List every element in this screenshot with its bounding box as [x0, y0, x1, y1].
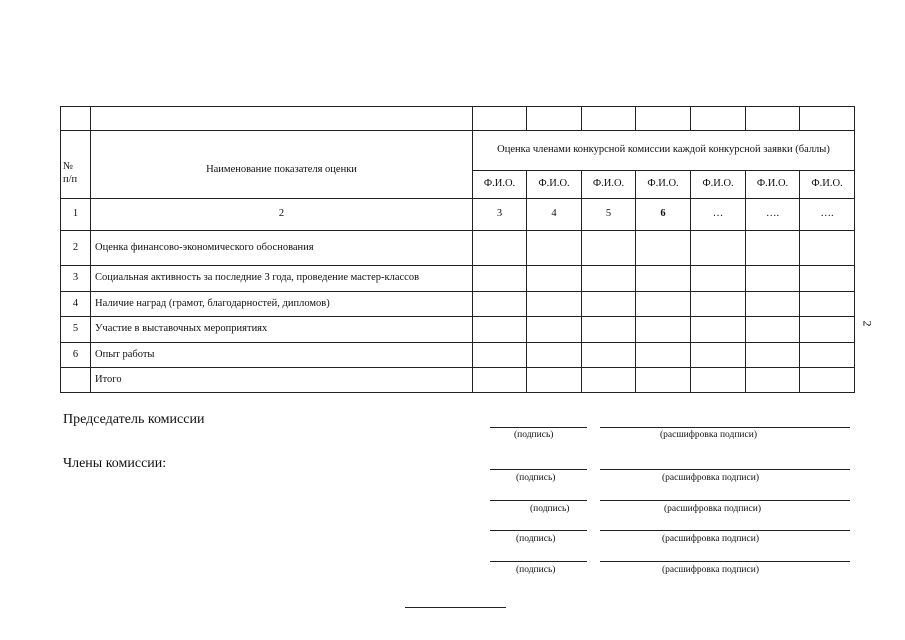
score-cell[interactable] — [691, 231, 746, 266]
score-cell[interactable] — [746, 231, 800, 266]
score-cell[interactable] — [582, 368, 636, 393]
row-number: 2 — [61, 231, 91, 266]
decode-line[interactable] — [600, 427, 850, 428]
score-cell[interactable] — [473, 292, 527, 317]
score-cell[interactable] — [473, 317, 527, 343]
score-cell[interactable] — [527, 368, 582, 393]
score-cell[interactable] — [636, 292, 691, 317]
fio-cell: Ф.И.О. — [800, 171, 855, 199]
signature-line[interactable] — [490, 530, 587, 531]
score-cell[interactable] — [800, 317, 855, 343]
evaluation-table — [60, 106, 855, 393]
bottom-rule — [405, 607, 506, 608]
score-cell[interactable] — [582, 343, 636, 368]
score-cell[interactable] — [473, 266, 527, 292]
score-cell[interactable] — [746, 266, 800, 292]
score-cell[interactable] — [527, 292, 582, 317]
score-cell[interactable] — [691, 368, 746, 393]
row-criterion: Социальная активность за последние 3 года, проведение мастер-классов — [91, 266, 473, 292]
score-cell[interactable] — [800, 266, 855, 292]
header-name-cell — [91, 131, 473, 199]
signature-caption: (подпись) — [516, 565, 556, 575]
score-cell[interactable] — [527, 231, 582, 266]
header-eval-cell — [473, 131, 855, 171]
score-cell[interactable] — [691, 343, 746, 368]
decode-caption: (расшифровка подписи) — [664, 504, 761, 514]
signature-line[interactable] — [490, 500, 587, 501]
signature-caption: (подпись) — [516, 534, 556, 544]
decode-caption: (расшифровка подписи) — [660, 430, 757, 440]
row-criterion: Итого — [91, 368, 473, 393]
decode-caption: (расшифровка подписи) — [662, 565, 759, 575]
decode-line[interactable] — [600, 561, 850, 562]
header-num-cell — [61, 131, 91, 199]
column-number-row — [61, 199, 855, 231]
score-cell[interactable] — [746, 368, 800, 393]
fio-cell: Ф.И.О. — [527, 171, 582, 199]
score-cell[interactable] — [582, 231, 636, 266]
row-number — [61, 368, 91, 393]
fio-cell: Ф.И.О. — [691, 171, 746, 199]
column-number: …. — [800, 199, 855, 231]
row-criterion: Участие в выставочных мероприятиях — [91, 317, 473, 343]
score-cell[interactable] — [746, 343, 800, 368]
fio-cell: Ф.И.О. — [582, 171, 636, 199]
chair-label: Председатель комиссии — [63, 412, 205, 427]
fio-cell: Ф.И.О. — [636, 171, 691, 199]
page-number: 2 — [860, 320, 875, 327]
header-name-text: Наименование показателя оценки — [206, 164, 357, 175]
score-cell[interactable] — [800, 231, 855, 266]
fio-cell: Ф.И.О. — [473, 171, 527, 199]
row-criterion: Опыт работы — [91, 343, 473, 368]
score-cell[interactable] — [527, 317, 582, 343]
decode-caption: (расшифровка подписи) — [662, 534, 759, 544]
row-number: 5 — [61, 317, 91, 343]
signature-line[interactable] — [490, 561, 587, 562]
score-cell[interactable] — [636, 266, 691, 292]
score-cell[interactable] — [473, 368, 527, 393]
decode-line[interactable] — [600, 469, 850, 470]
row-number: 6 — [61, 343, 91, 368]
signature-line[interactable] — [490, 427, 587, 428]
score-cell[interactable] — [636, 317, 691, 343]
decode-line[interactable] — [600, 530, 850, 531]
score-cell[interactable] — [746, 292, 800, 317]
row-number: 4 — [61, 292, 91, 317]
column-number: … — [691, 199, 746, 231]
members-label: Члены комиссии: — [63, 456, 167, 471]
score-cell[interactable] — [636, 343, 691, 368]
column-number: 5 — [582, 199, 636, 231]
score-cell[interactable] — [800, 292, 855, 317]
decode-caption: (расшифровка подписи) — [662, 473, 759, 483]
score-cell[interactable] — [636, 231, 691, 266]
column-number: …. — [746, 199, 800, 231]
score-cell[interactable] — [691, 292, 746, 317]
score-cell[interactable] — [636, 368, 691, 393]
header-eval-text: Оценка членами конкурсной комиссии каждой конкурсной заявки (баллы) — [497, 144, 830, 156]
row-criterion: Оценка финансово-экономического обоснования — [91, 231, 473, 266]
signature-caption: (подпись) — [514, 430, 554, 440]
table-row — [61, 343, 855, 368]
score-cell[interactable] — [691, 317, 746, 343]
score-cell[interactable] — [800, 368, 855, 393]
fio-cell: Ф.И.О. — [746, 171, 800, 199]
score-cell[interactable] — [800, 343, 855, 368]
header-row — [61, 131, 855, 171]
column-number: 1 — [61, 199, 91, 231]
column-number: 4 — [527, 199, 582, 231]
row-number: 3 — [61, 266, 91, 292]
column-number: 3 — [473, 199, 527, 231]
score-cell[interactable] — [527, 343, 582, 368]
score-cell[interactable] — [527, 266, 582, 292]
row-criterion: Наличие наград (грамот, благодарностей, дипломов) — [91, 292, 473, 317]
table-row — [61, 266, 855, 292]
signature-caption: (подпись) — [530, 504, 570, 514]
table-row — [61, 317, 855, 343]
score-cell[interactable] — [582, 266, 636, 292]
header-num-text: № п/п — [63, 161, 78, 185]
score-cell[interactable] — [473, 343, 527, 368]
table-row — [61, 292, 855, 317]
score-cell[interactable] — [582, 292, 636, 317]
signature-caption: (подпись) — [516, 473, 556, 483]
column-number: 6 — [636, 199, 691, 231]
decode-line[interactable] — [600, 500, 850, 501]
table-row — [61, 231, 855, 266]
score-cell[interactable] — [582, 317, 636, 343]
blank-top-row — [61, 107, 855, 131]
signature-line[interactable] — [490, 469, 587, 470]
column-number: 2 — [91, 199, 473, 231]
score-cell[interactable] — [473, 231, 527, 266]
score-cell[interactable] — [746, 317, 800, 343]
total-row — [61, 368, 855, 393]
score-cell[interactable] — [691, 266, 746, 292]
